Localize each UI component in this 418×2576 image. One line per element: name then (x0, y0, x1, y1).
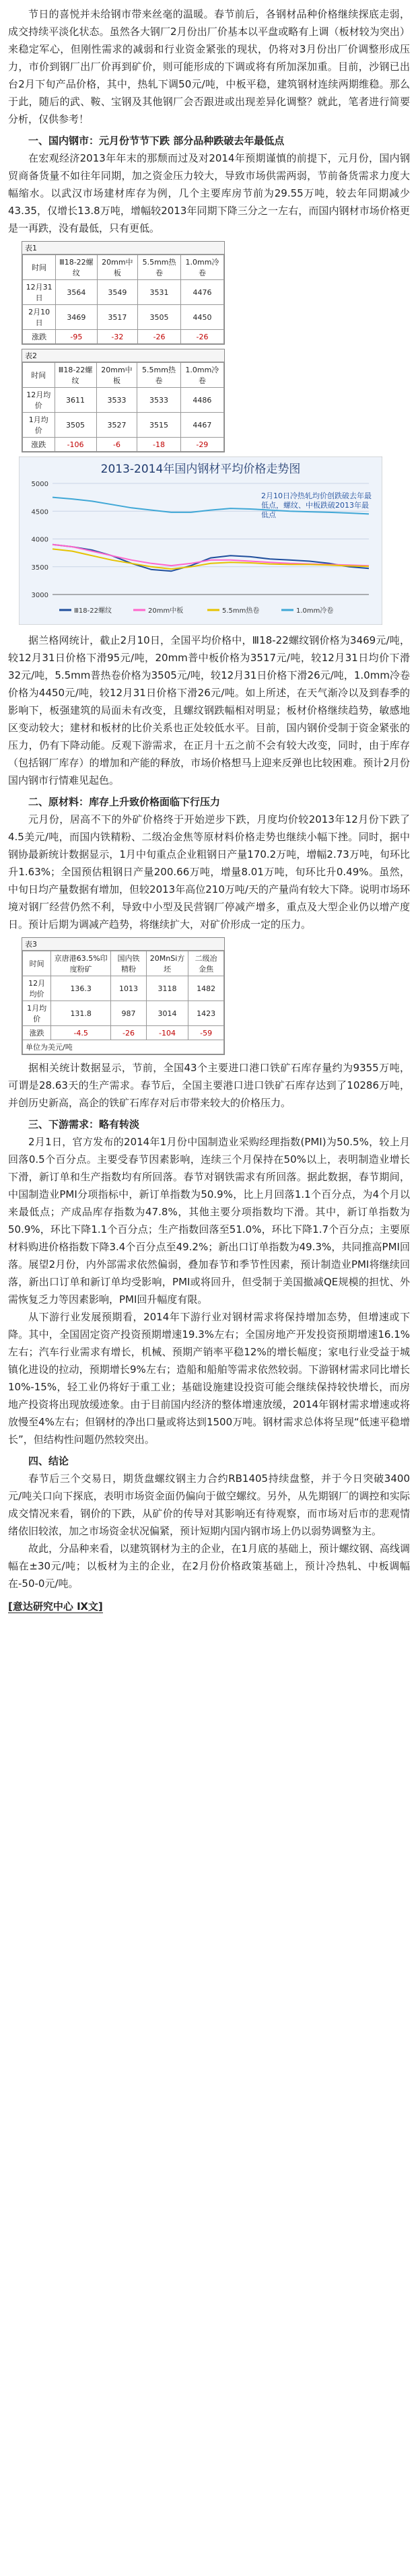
table-row (23, 1001, 224, 1026)
table-cell: 131.8 (51, 1001, 111, 1026)
table-cell: -106 (55, 438, 96, 452)
table-cell: -29 (180, 438, 223, 452)
chart-annotation-wrap (261, 492, 376, 539)
table-header: 京唐港63.5%印度粉矿 (51, 951, 111, 976)
section-1-para-1: 在宏观经济2013年年末的那颓而过及对2014年预期谨慎的前提下，元月份，国内钢贸商备货量不如往年同期，加之资金压力较大，导致市场供需两弱，节前备货需求力度大幅缩水。以武汉市场建材库存为例，几个主要库房节前为29.55万吨，较去年同期减少43.35，仅增长13.8万吨，增幅较2013年同期下降三分之一左右，而国内钢材市场价格更是一再跌，没有最低，只有更低。 (8, 152, 410, 234)
table-cell: -104 (146, 1026, 188, 1040)
table-cell: 1013 (111, 976, 147, 1001)
table-row (23, 1026, 224, 1040)
table-1 (22, 241, 225, 345)
table-2 (22, 349, 225, 452)
table-cell: -6 (96, 438, 137, 452)
chart-title: 2013-2014年国内钢材平均价格走势图 (100, 463, 301, 476)
section-4-para-1: 春节后三个交易日，期货盘螺纹钢主力合约RB1405持续盘整，并于今日突破3400元/吨关口向下探底，表明市场资金面仍偏向于做空螺纹。另外，从先期钢厂的调控和实际成交情况来看，钢价的下跌，从矿价的传导对其影响还有待观察，而市场对后市的悲观情绪依旧较浓，加之市场资金状况偏紧，预计短期内国内钢市场上仍以弱势调整为主。 (8, 1472, 410, 1537)
chart-annotation: 2月10日冷热轧均价创跌破去年最低点，螺纹、中板跌破2013年最低点 (261, 492, 372, 519)
chart-legend-label: Ⅲ18-22螺纹 (74, 607, 112, 615)
table-cell: 涨跌 (23, 438, 55, 452)
price-trend-chart (19, 456, 382, 625)
table-cell: 4476 (181, 280, 224, 305)
table-cell: 1月均价 (23, 1001, 51, 1026)
table-cell: 3469 (56, 305, 97, 330)
table-cell: 4486 (180, 388, 223, 413)
table-header: 时间 (23, 363, 55, 388)
table-cell: 3515 (137, 413, 180, 438)
table-header: 国内铁精粉 (111, 951, 147, 976)
chart-y-tick: 4000 (31, 536, 48, 544)
table-3 (22, 937, 225, 1055)
table-row (23, 305, 224, 330)
section-1-title: 一、国内钢市：元月份节节下跌 部分品种跌破去年最低点 (28, 135, 285, 147)
chart-legend-label: 1.0mm冷卷 (296, 607, 334, 615)
table-header: Ⅲ18-22螺纹 (55, 363, 96, 388)
table-cell: 4450 (181, 305, 224, 330)
chart-legend-label: 20mm中板 (148, 607, 184, 615)
table-header: 20mm中板 (96, 363, 137, 388)
section-2-para-2: 据相关统计数据显示，节前，全国43个主要进口港口铁矿石库存量约为9355万吨，可谓是28.63天的生产需求。春节后，全国主要港口进口铁矿石库存达到了10286万吨，并创历史新高，高企的铁矿石库存对后市带来较大的价格压力。 (8, 1062, 410, 1109)
chart-legend-label: 5.5mm热卷 (222, 607, 260, 615)
table-1-caption: 表1 (22, 242, 224, 255)
table-header: 1.0mm冷卷 (180, 363, 223, 388)
table-cell: -59 (188, 1026, 224, 1040)
table-cell: 3118 (146, 976, 188, 1001)
table-cell: 3611 (55, 388, 96, 413)
chart-y-tick: 5000 (31, 481, 48, 488)
section-3-para-2: 从下游行业发展预期看，2014年下游行业对钢材需求将保持增加态势，但增速或下降。其中，全国固定资产投资预期增速19.3%左右；全国房地产开发投资预期增速16.1%左右；汽车行业需求有增长，机械、预期产销率平稳12%的增长幅度；家电行业受益于城镇化进设的拉动，预期增长9%左右；造船和船舶等需求依然较弱。下游钢材需求同比增长10%-15%，轻工业仍将好于重工业；基础设施建设投资可能会继续保持较快增长，而房地产投资将出现放缓迹象。由于目前国内经济的整体增速放缓，2014年钢材需求增速或将放慢至4%左右；但钢材的净出口量或将达到1500万吨。钢材需求总体将呈现“低速平稳增长”，但结构性问题仍然较突出。 (8, 1311, 410, 1446)
table-cell: 1423 (188, 1001, 224, 1026)
table-cell: 3505 (55, 413, 96, 438)
section-4-title: 四、结论 (28, 1455, 69, 1467)
section-1-para-2: 据兰格网统计，截止2月10日，全国平均价格中，Ⅲ18-22螺纹钢价格为3469元/吨，较12月31日价格下滑95元/吨，20mm普中板价格为3517元/吨，较12月31日均价下滑32元/吨，5.5mm普热卷价格为3505元/吨，较12月31日价格下滑26元/吨，1.0mm冷卷价格为4450元/吨，较12月31日价格下滑26元/吨。如上所述，在天气渐冷以及到春季的影响下，板强建筑的局面未有改变，且螺纹钢跌幅相对明显；板材价格继续趋势，敏感地区变动较大；建材和板材的比价关系也正处较低水平。目前，国内钢价受制于资金紧张的压力，仍有下降动能。反观下游需求，在正月十五之前不会有较大改变，同时，由于库存（包括钢厂库存）的增加和产能的释放，市场价格想马上迎来反弹也比较困难。预计2月份国内钢市行情难见起色。 (8, 634, 410, 786)
table-cell: 3533 (137, 388, 180, 413)
table-cell: 3527 (96, 413, 137, 438)
table-cell: 12月均价 (23, 388, 55, 413)
table-cell: 3517 (97, 305, 137, 330)
table-cell: 3533 (96, 388, 137, 413)
table-cell: 12月均价 (23, 976, 51, 1001)
table-header: 时间 (23, 255, 56, 280)
table-cell: 3531 (138, 280, 181, 305)
section-4-para-2: 故此，分品种来看，以建筑钢材为主的企业，在1月底的基础上，预计螺纹钢、高线调幅在±30元/吨；以板材为主的企业，在2月份价格政策基础上，预计冷热轧、中板调幅在-50-0元/吨。 (8, 1543, 410, 1590)
table-cell: 1月均价 (23, 413, 55, 438)
table-header: 二级冶金焦 (188, 951, 224, 976)
section-2-para-1: 元月份，居高不下的外矿价格终于开始逆步下跌，月度均价较2013年12月份下跌了4.5美元/吨，而国内铁精粉、二级冶金焦等原材料价格走势也继续小幅下挫。同时，据中钢协最新统计数据显示，1月中旬重点企业粗钢日产量170.2万吨，增幅2.73万吨，旬环比升1.63%；全国预估粗钢日产量200.66万吨，增量8.01万吨，旬环比升0.49%。虽然，中旬日均产量数据有增加，但较2013年高位210万吨/天的产量尚有较大下降。说明市场环境对钢厂经营仍然不利，导致中小型及民营钢厂停减产增多，重点及大型企业仍以增产度日。预计后期为调减产趋势，将继续扩大，对矿价形成一定的压力。 (8, 813, 410, 930)
table-row (23, 330, 224, 344)
table-cell: -26 (138, 330, 181, 344)
table-header: Ⅲ18-22螺纹 (56, 255, 97, 280)
table-header: 1.0mm冷卷 (181, 255, 224, 280)
table-cell: 3549 (97, 280, 137, 305)
table-cell: -26 (181, 330, 224, 344)
chart-y-tick: 4500 (31, 508, 48, 516)
table-cell: 4467 (180, 413, 223, 438)
table-header: 5.5mm热卷 (138, 255, 181, 280)
table-row (23, 976, 224, 1001)
article (0, 5, 418, 2576)
table-row (23, 438, 224, 452)
table-cell: 3505 (138, 305, 181, 330)
table-cell: 136.3 (51, 976, 111, 1001)
table-row (23, 388, 224, 413)
table-cell: -18 (137, 438, 180, 452)
table-row (23, 413, 224, 438)
table-cell: 987 (111, 1001, 147, 1026)
table-cell: -95 (56, 330, 97, 344)
table-cell: 12月31日 (23, 280, 56, 305)
table-note: 单位为美元/吨 (23, 1040, 224, 1054)
table-row (23, 1040, 224, 1054)
table-header: 5.5mm热卷 (137, 363, 180, 388)
section-2-title: 二、原材料：库存上升致价格面临下行压力 (28, 796, 221, 808)
table-header: 20mm中板 (97, 255, 137, 280)
table-cell: 3564 (56, 280, 97, 305)
section-3-title: 三、下游需求：略有转淡 (28, 1118, 140, 1130)
table-cell: 涨跌 (23, 330, 56, 344)
source-label: [意达研究中心 Ⅸ文] (8, 1600, 103, 1613)
table-3-caption: 表3 (22, 938, 224, 951)
table-cell: 涨跌 (23, 1026, 51, 1040)
table-cell: -4.5 (51, 1026, 111, 1040)
table-row (23, 280, 224, 305)
table-header: 20MnSi方坯 (146, 951, 188, 976)
table-header: 时间 (23, 951, 51, 976)
table-cell: 2月10日 (23, 305, 56, 330)
section-3-para-1: 2月1日，官方发布的2014年1月份中国制造业采购经理指数(PMI)为50.5%，较上月回落0.5个百分点。主要受春节因素影响，连续三个月保持在50%以上，表明制造业增长下滑，新订单和生产指数均有所回落。春节对钢铁需求有所回落。据此数据，春节期间，中国制造业PMI分项指标中，新订单指数为50.9%，比上月回落1.1个百分点，为4个月以来最低点；产成品库存指数为47.8%，其他主要分项指数均下滑。其中，新订单指数为50.9%，环比下降1.1个百分点；生产指数回落至51.0%，环比下降1.7个百分点；主要原材料购进价格指数下降3.4个百分点至49.2%；新出口订单指数为49.3%，共同推高PMI回落。展望2月份，内外部需求依然偏弱，叠加春节和季节性因素，预计制造业PMI将继续回落，新出口订单和新订单均受影响，PMI或将回升，但受制于美国撤减QE规模的担忧、外需恢复乏力等因素影响，PMI回升幅度有限。 (8, 1136, 410, 1306)
table-cell: -26 (111, 1026, 147, 1040)
chart-background (19, 456, 382, 625)
table-cell: 1482 (188, 976, 224, 1001)
chart-y-tick: 3500 (31, 564, 48, 572)
intro-paragraph: 节日的喜悦并未给钢市带来丝毫的温暖。春节前后，各钢材品种价格继续探底走弱，成交持续平淡化状态。虽然各大钢厂2月份出厂价基本以平盘或略有上调（板材较为突出）来稳定军心，但刚性需求的减弱和行业资金紧张的现状，仍将对3月份出厂价调整形成压力，市价到钢厂出厂价再到矿价，则可能形成的下调或将有所加深加重。目前，沙钢已出台2月下旬产品价格，其中，热轧下调50元/吨，中板平稳，建筑钢材连续两期维稳。那么于此，随后的武、鞍、宝钢及其他钢厂会否跟进或出现差异化调整？就此，笔者进行简要分析，仅供参考！ (8, 8, 410, 125)
table-cell: 3014 (146, 1001, 188, 1026)
table-cell: -32 (97, 330, 137, 344)
chart-y-tick: 3000 (31, 592, 48, 599)
table-2-caption: 表2 (22, 349, 224, 362)
article-footer (8, 1599, 410, 1613)
price-trend-chart-svg (19, 456, 382, 625)
